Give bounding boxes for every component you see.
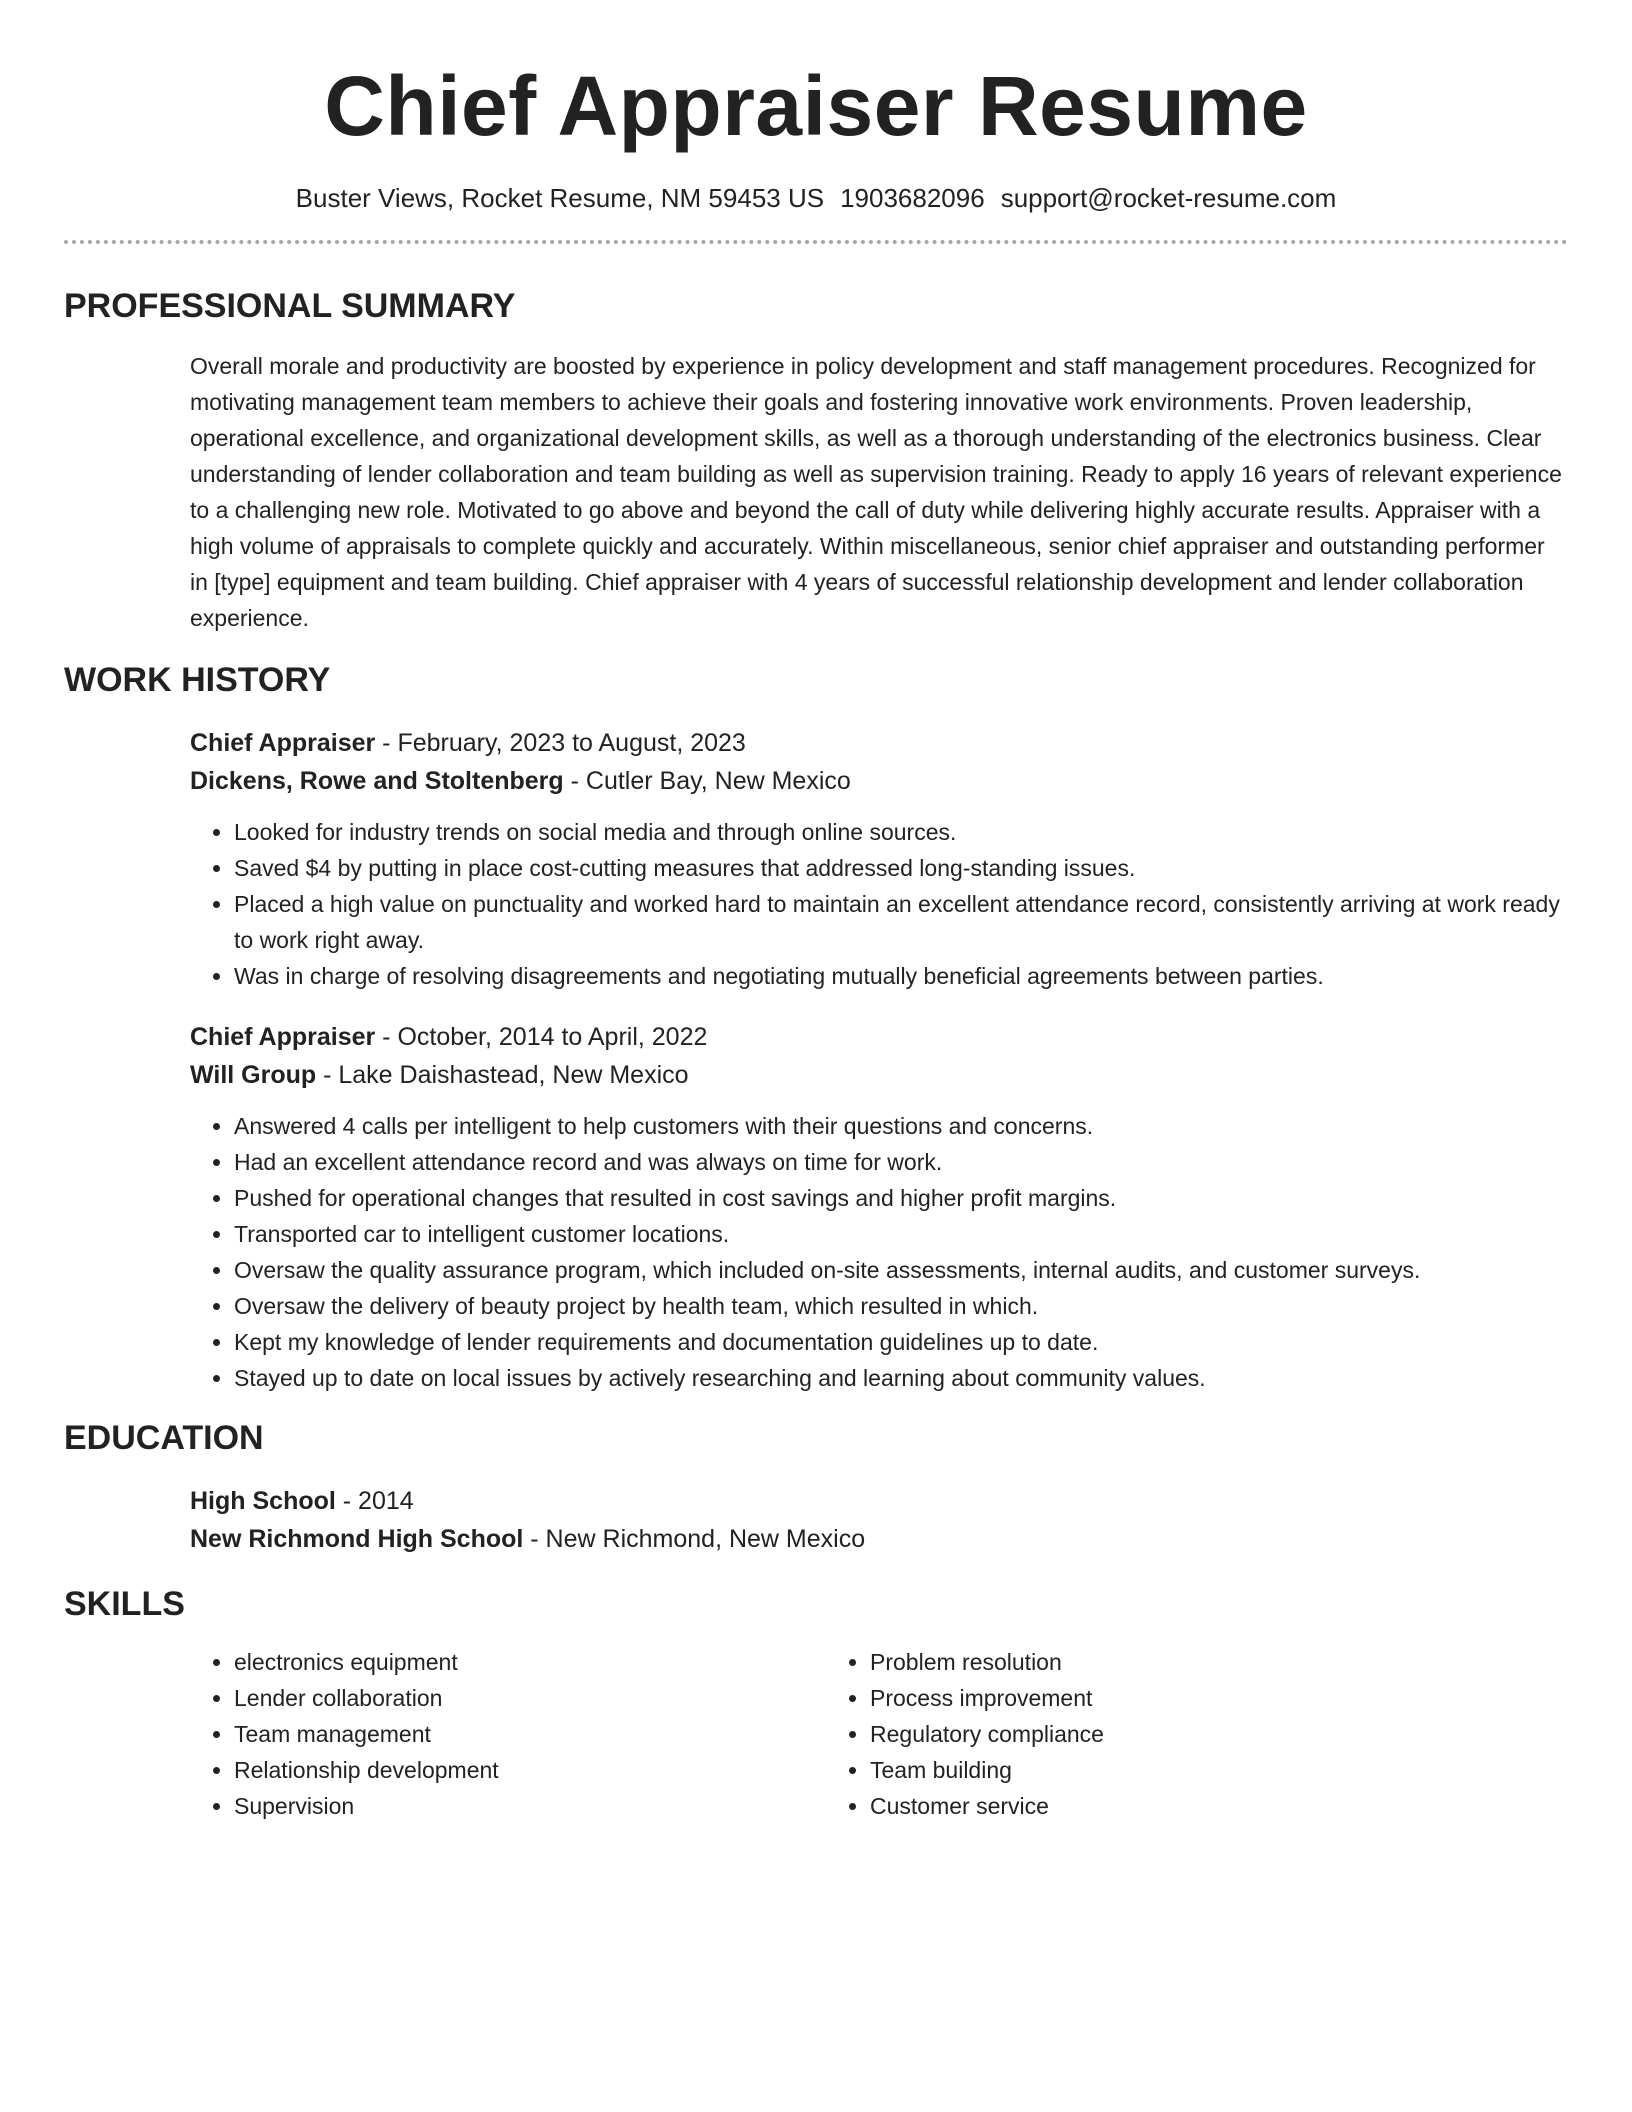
contact-line [64,182,1568,214]
job-company: Dickens, Rowe and Stoltenberg [190,767,564,795]
resume-title: Chief Appraiser Resume [324,59,1308,153]
skills-columns [190,1644,1568,1824]
job-entry [190,724,1568,994]
resume-page [64,0,1568,1824]
job-bullet: • Was in charge of resolving disagreements and negotiating mutually beneficial agreements between parties. [234,958,1568,994]
skill-item: • Regulatory compliance [870,1716,1462,1752]
education-entry [190,1482,1568,1558]
job-company-line [190,762,1568,800]
job-bullet: • Had an excellent attendance record and was always on time for work. [234,1144,1568,1180]
skills-list-right [826,1644,1462,1824]
header-divider [64,240,1568,244]
education-heading: EDUCATION [64,1419,264,1457]
school-name: New Richmond High School [190,1525,524,1553]
job-bullet: • Stayed up to date on local issues by actively researching and learning about community values. [234,1360,1568,1396]
job-bullet: • Saved $4 by putting in place cost-cutting measures that addressed long-standing issues. [234,850,1568,886]
job-bullet: • Transported car to intelligent customer locations. [234,1216,1568,1252]
job-dates: - February, 2023 to August, 2023 [375,729,746,757]
job-bullet: • Pushed for operational changes that resulted in cost savings and higher profit margins. [234,1180,1568,1216]
job-bullet: • Answered 4 calls per intelligent to help customers with their questions and concerns. [234,1108,1568,1144]
job-location: - Lake Daishastead, New Mexico [316,1061,689,1089]
job-title-line [190,1018,1568,1056]
job-title-line [190,724,1568,762]
summary-section [64,286,1568,636]
work-history-section [64,660,1568,1396]
job-location: - Cutler Bay, New Mexico [563,767,851,795]
job-bullet: • Oversaw the quality assurance program, which included on-site assessments, internal audits, and customer surveys. [234,1252,1568,1288]
contact-email: support@rocket-resume.com [1000,183,1337,213]
summary-heading: PROFESSIONAL SUMMARY [64,287,516,325]
skills-heading: SKILLS [64,1585,185,1623]
job-title: Chief Appraiser [190,729,376,757]
skill-item: • Problem resolution [870,1644,1462,1680]
summary-text: Overall morale and productivity are boosted by experience in policy development and staff management procedures. Recognized for motivating management team members to achieve their goals and fostering innovative work environments. Proven leadership, operational excellence, and organizational development skills, as well as a thorough understanding of the electronics business. Clear understanding of lender collaboration and team building as well as supervision training. Ready to apply 16 years of relevant experience to a challenging new role. Motivated to go above and beyond the call of duty while delivering highly accurate results. Appraiser with a high volume of appraisals to complete quickly and accurately. Within miscellaneous, senior chief appraiser and outstanding performer in [type] equipment and team building. Chief appraiser with 4 years of successful relationship development and lender collaboration experience. [190,353,1562,631]
education-section [64,1418,1568,1558]
job-bullet: • Looked for industry trends on social media and through online sources. [234,814,1568,850]
degree: High School [190,1487,336,1515]
degree-line [190,1482,1568,1520]
job-company: Will Group [190,1061,317,1089]
contact-phone: 1903682096 [840,183,985,213]
job-title: Chief Appraiser [190,1023,376,1051]
contact-address: Buster Views, Rocket Resume, NM 59453 US [295,183,825,213]
job-bullets [190,1108,1568,1396]
skill-item: • Team building [870,1752,1462,1788]
school-location: - New Richmond, New Mexico [523,1525,866,1553]
skill-item: • Customer service [870,1788,1462,1824]
skill-item: • Lender collaboration [234,1680,826,1716]
degree-year: - 2014 [335,1487,414,1515]
skill-item: • Supervision [234,1788,826,1824]
job-bullet: • Placed a high value on punctuality and worked hard to maintain an excellent attendance record, consistently arriving at work ready to work right away. [234,886,1568,958]
job-bullet: • Oversaw the delivery of beauty project by health team, which resulted in which. [234,1288,1568,1324]
skill-item: • Process improvement [870,1680,1462,1716]
job-company-line [190,1056,1568,1094]
skills-section [64,1584,1568,1824]
job-entry [190,1018,1568,1396]
job-bullet: • Kept my knowledge of lender requirements and documentation guidelines up to date. [234,1324,1568,1360]
skill-item: • Relationship development [234,1752,826,1788]
skill-item: • electronics equipment [234,1644,826,1680]
work-history-heading: WORK HISTORY [64,661,331,699]
school-line [190,1520,1568,1558]
job-dates: - October, 2014 to April, 2022 [375,1023,708,1051]
job-bullets [190,814,1568,994]
skill-item: • Team management [234,1716,826,1752]
skills-list-left [190,1644,826,1824]
